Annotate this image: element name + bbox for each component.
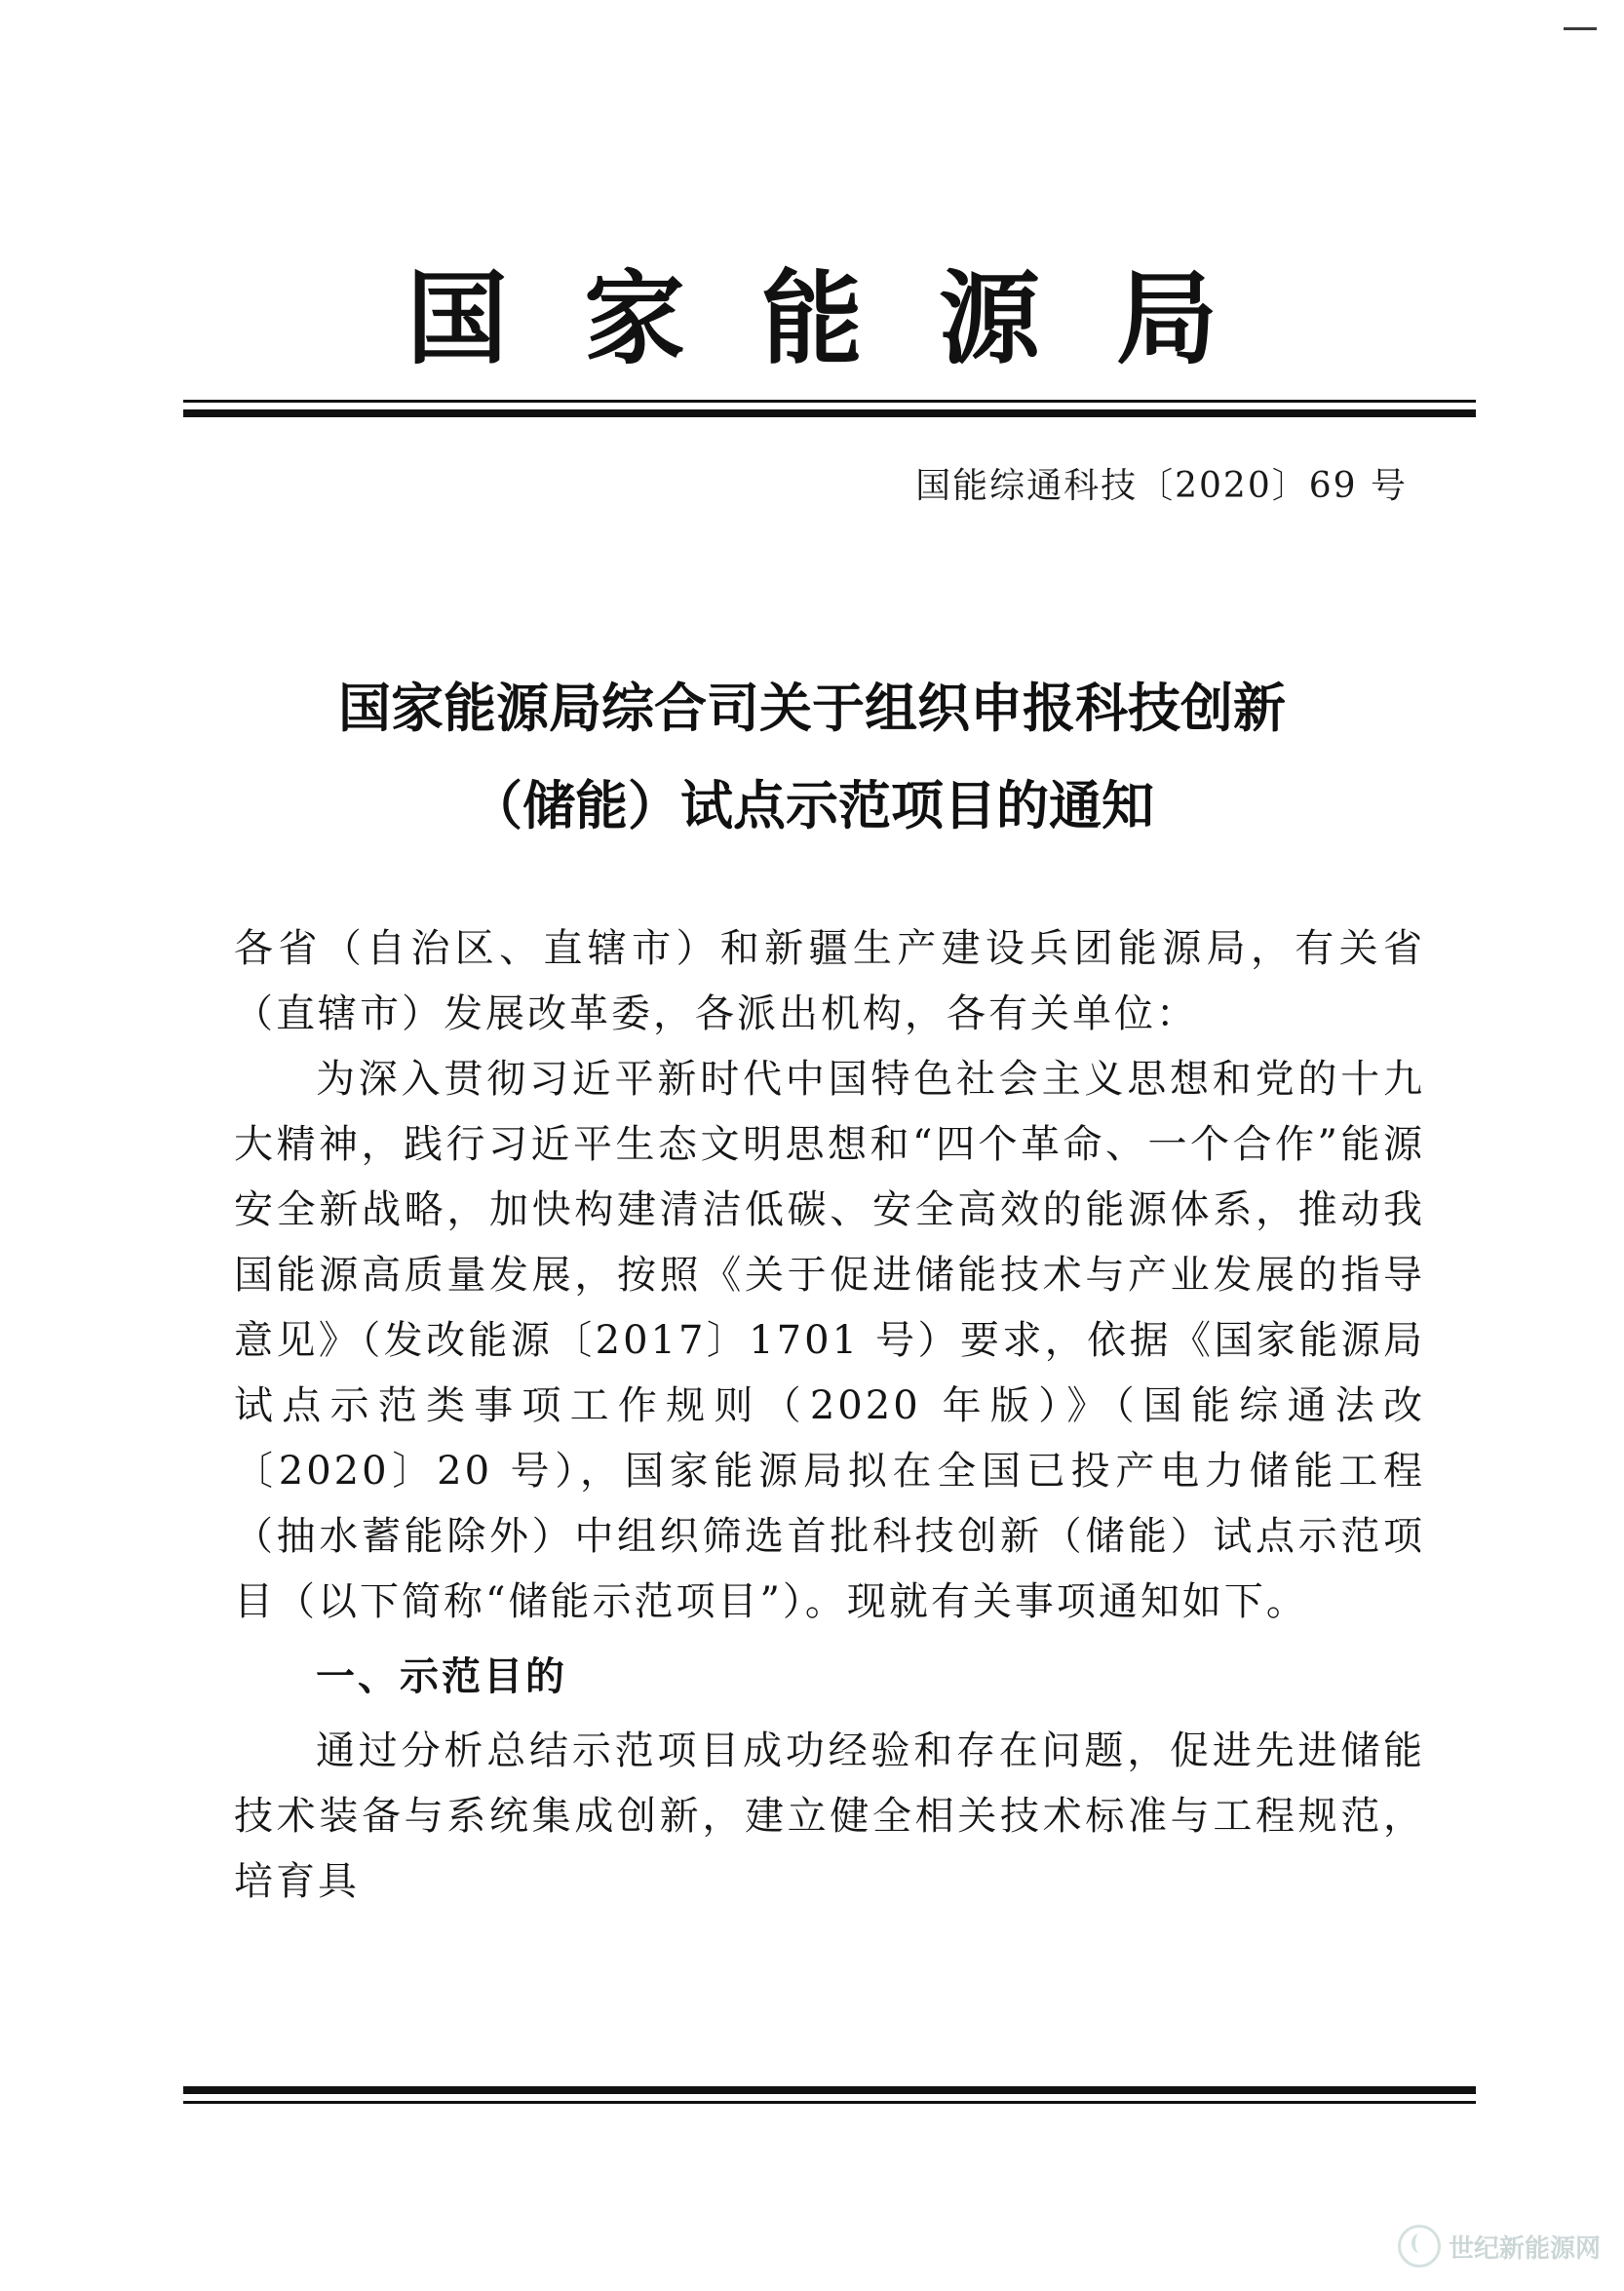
notice-title-line2: （储能）试点示范项目的通知 (470, 775, 1154, 836)
header-rule-thick (183, 409, 1476, 417)
footer-rule-thick (183, 2086, 1476, 2094)
footer-rule (183, 2086, 1476, 2104)
watermark (1398, 2225, 1601, 2268)
header-rule-thin (183, 400, 1476, 403)
section-paragraph: 通过分析总结示范项目成功经验和存在问题，促进先进储能技术装备与系统集成创新，建立健全相关技术标准与工程规范，培育具 (234, 1728, 1425, 1904)
corner-mark (1564, 27, 1597, 30)
header-rule (183, 400, 1476, 417)
notice-title-line1: 国家能源局综合司关于组织申报科技创新 (338, 678, 1286, 739)
document-number: 国能综通科技〔2020〕69 号 (915, 466, 1408, 506)
watermark-text: 世纪新能源网 (1448, 2233, 1601, 2264)
addressee-paragraph: 各省（自治区、直辖市）和新疆生产建设兵团能源局，有关省（直辖市）发展改革委，各派出机构，各有关单位： (234, 926, 1425, 1036)
document-body (234, 916, 1425, 1915)
agency-title: 国家能源局 (406, 258, 1294, 378)
body-paragraph: 为深入贯彻习近平新时代中国特色社会主义思想和党的十九大精神，践行习近平生态文明思想和“四个革命、一个合作”能源安全新战略，加快构建清洁低碳、安全高效的能源体系，推动我国能源高质量发展，按照《关于促进储能技术与产业发展的指导意见》（发改能源〔2017〕1701 号）要求，依据《国家能源局试点示范类事项工作规则（2020 年版）》（国能综通法改〔2020〕20 号），国家能源局拟在全国已投产电力储能工程（抽水蓄能除外）中组织筛选首批科技创新（储能）试点示范项目（以下简称“储能示范项目”）。现就有关事项通知如下。 (234, 1057, 1425, 1624)
footer-rule-thin (183, 2101, 1476, 2104)
section-heading: 一、示范目的 (316, 1654, 567, 1699)
swirl-logo-icon (1398, 2225, 1441, 2268)
